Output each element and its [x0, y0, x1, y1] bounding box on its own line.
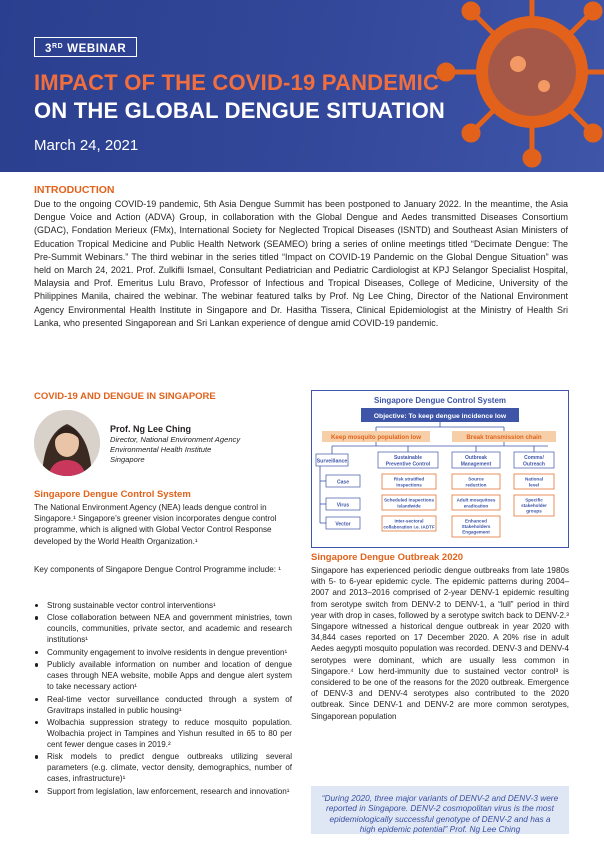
- diagram-title: Singapore Dengue Control System: [373, 396, 507, 405]
- quote-text: “During 2020, three major variants of DENV-2 and DENV-3 were reported in Singapore. DENV-2 cosmopolitan virus is the most epidemiologically successful genotype of DENV-2 and has a high epidemic potential” Prof. Ng Lee Ching: [321, 793, 559, 834]
- intro-text: Due to the ongoing COVID-19 pandemic, 5th Asia Dengue Summit has been postponed to January 2022. In the meantime, the Asia Dengue Voice and Action (ADVA) Group, in collaboration with the Global Dengue and Aedes transmitted Diseases Consortium (GDAC), Fondation Merieux (FMx), International Society for Neglected Tropical Diseases (ISNTD) and Southeast Asian Ministers of Education Tropical Medicine and Public Health Network (SEAMEO) bring a series of online meetings titled “Decimate Dengue: The Pre-Summit Webinars.” The third webinar in the series titled “Impact on COVID-19 Pandemic on the Global Dengue Situation” was held on March 24, 2021. Prof. Zulkifli Ismael, Consultant Pediatrician and Pediatric Cardiologist at KPJ Selangor Specialist Hospital, Malaysia and Prof. Emeritus Lulu Bravo, Professor of Infectious and Tropical Diseases, College of Medicine, University of the Philippines Manila, chaired the webinar. The webinar featured talks by Prof. Ng Lee Ching, Director of the National Environment Agency Environmental Health Institute in Singapore and Dr. Hasitha Tissera, Clinical Epidemiologist at the Ministry of Health Sri Lanka, who presented Singaporean and Sri Lankan experience of dengue amid COVID-19 pandemic.: [34, 199, 568, 328]
- speaker-role: Director, National Environment Agency: [110, 435, 241, 444]
- risk-label-2: inspections: [396, 482, 422, 488]
- intro-heading: INTRODUCTION: [34, 184, 115, 196]
- case-label: Case: [337, 479, 349, 486]
- list-item: Risk models to predict dengue outbreaks utilizing several parameters (e.g. climate, vector density, demographics, number of cases, infrastructure)¹: [34, 751, 292, 784]
- list-item: Real-time vector surveillance conducted through a system of Gravitraps installed in public housing¹: [34, 694, 292, 716]
- components-intro: Key components of Singapore Dengue Control Programme include: ¹: [34, 565, 281, 574]
- national-label-1: National: [524, 476, 544, 482]
- list-item: Publicly available information on number and location of dengue cases through NEA website, mobile Apps and dengue alert system to take necessary action¹: [34, 659, 292, 692]
- goal-left-label: Keep mosquito population low: [330, 434, 422, 441]
- outbreak-text: Singapore has experienced periodic dengue outbreaks from late 1980s with 5- to 6-year epidemic cycle. The epidemic patterns during 2004–2007 and 2013–2016 comprised of 2-year DENV-1 epidemic resulting from serotype switch from DENV-2 to DENV-1, a “lull” period in third year with drop in cases, followed by a serotype switch back to DENV-2.³ Singapore witnessed a historical dengue outbreak in year 2020 with 34,844 cases reported on 17 December 2020. A 20% rise in adult Aedes aegypti mosquito population was recorded. DENV-3 and DENV-4 serotypes were dominant, which are usually less common in Singapore.⁴ Low herd-immunity due to sustained vector control³ is considered to be one of the reasons for the 2020 outbreak. Emergence of DENV-3 and DENV-4 serotypes also contributed to the 2020 outbreak. Since DENV-1 and DENV-2 are more common serotypes, Singaporean population: [311, 566, 569, 721]
- speaker-institute: Environmental Health Institute: [110, 445, 212, 454]
- outbreak-label-1: Outbreak: [465, 455, 487, 461]
- list-item: Wolbachia suppression strategy to reduce mosquito population. Wolbachia project in Tampines and Yishun resulted in 65 to 80 per cent fewer dengue cases in 2019.²: [34, 717, 292, 750]
- scheduled-label-1: Scheduled inspections: [383, 497, 435, 503]
- enhanced-label-2: Stakeholders: [461, 524, 491, 529]
- inter-label-1: Inter-sectoral: [394, 518, 424, 524]
- comms-label-2: Outreach: [523, 461, 545, 468]
- risk-label-1: Risk stratified: [393, 476, 425, 482]
- webinar-badge: 3RD WEBINAR: [34, 37, 137, 57]
- components-list: [34, 600, 292, 798]
- title-line-1: IMPACT OF THE COVID-19 PANDEMIC: [34, 70, 440, 95]
- speaker-avatar: [34, 410, 100, 476]
- sustainable-label-1: Sustainable: [393, 455, 423, 461]
- goal-right-label: Break transmission chain: [466, 434, 542, 441]
- list-item: Community engagement to involve residents in dengue prevention¹: [34, 647, 292, 658]
- section-heading: COVID-19 AND DENGUE IN SINGAPORE: [34, 391, 216, 402]
- enhanced-label-1: Enhanced: [465, 518, 487, 524]
- adult-label-2: eradication: [463, 503, 489, 509]
- virus-label: Virus: [336, 502, 350, 509]
- control-heading: Singapore Dengue Control System: [34, 489, 191, 500]
- speaker-name: Prof. Ng Lee Ching: [110, 424, 191, 434]
- list-item: Support from legislation, law enforcement, research and innovation¹: [34, 786, 292, 797]
- control-system-diagram: [311, 390, 569, 548]
- scheduled-label-2: islandwide: [397, 503, 421, 509]
- national-label-2: level: [528, 482, 540, 488]
- comms-label-1: Comms/: [524, 455, 544, 461]
- control-text: The National Environment Agency (NEA) leads dengue control in Singapore.¹ Singapore’s greener vision incorporates dengue control programme, which is aligned with Global Vector Control Response developed by the World Health Organization.¹: [34, 503, 277, 546]
- header-banner: [0, 0, 604, 172]
- specific-label-3: groups: [526, 508, 542, 514]
- list-item: Strong sustainable vector control interventions¹: [34, 600, 292, 611]
- title-line-2: ON THE GLOBAL DENGUE SITUATION: [34, 98, 445, 123]
- vector-label: Vector: [335, 521, 351, 528]
- enhanced-label-3: Engagement: [462, 529, 490, 535]
- webinar-date: March 24, 2021: [34, 137, 139, 154]
- quote-box: [311, 786, 569, 834]
- outbreak-heading: Singapore Dengue Outbreak 2020: [311, 552, 464, 563]
- virus-icon: [432, 0, 604, 172]
- source-label-2: reduction: [465, 482, 487, 488]
- source-label-1: Source: [468, 476, 484, 482]
- sustainable-label-2: Preventive Control: [385, 461, 431, 468]
- speaker-country: Singapore: [110, 455, 145, 464]
- inter-label-2: collaboration i.e. IADTF: [383, 524, 435, 530]
- adult-label-1: Adult mosquitoes: [456, 497, 496, 503]
- surveillance-label: Surveillance: [316, 458, 348, 465]
- list-item: Close collaboration between NEA and government ministries, town councils, communities, private sector, and academic and research institutions¹: [34, 612, 292, 645]
- speaker-info: [110, 424, 290, 465]
- outbreak-label-2: Management: [460, 461, 492, 468]
- specific-label-2: stakeholder: [521, 503, 547, 508]
- objective-label: Objective: To keep dengue incidence low: [373, 413, 507, 420]
- specific-label-1: Specific: [525, 497, 543, 503]
